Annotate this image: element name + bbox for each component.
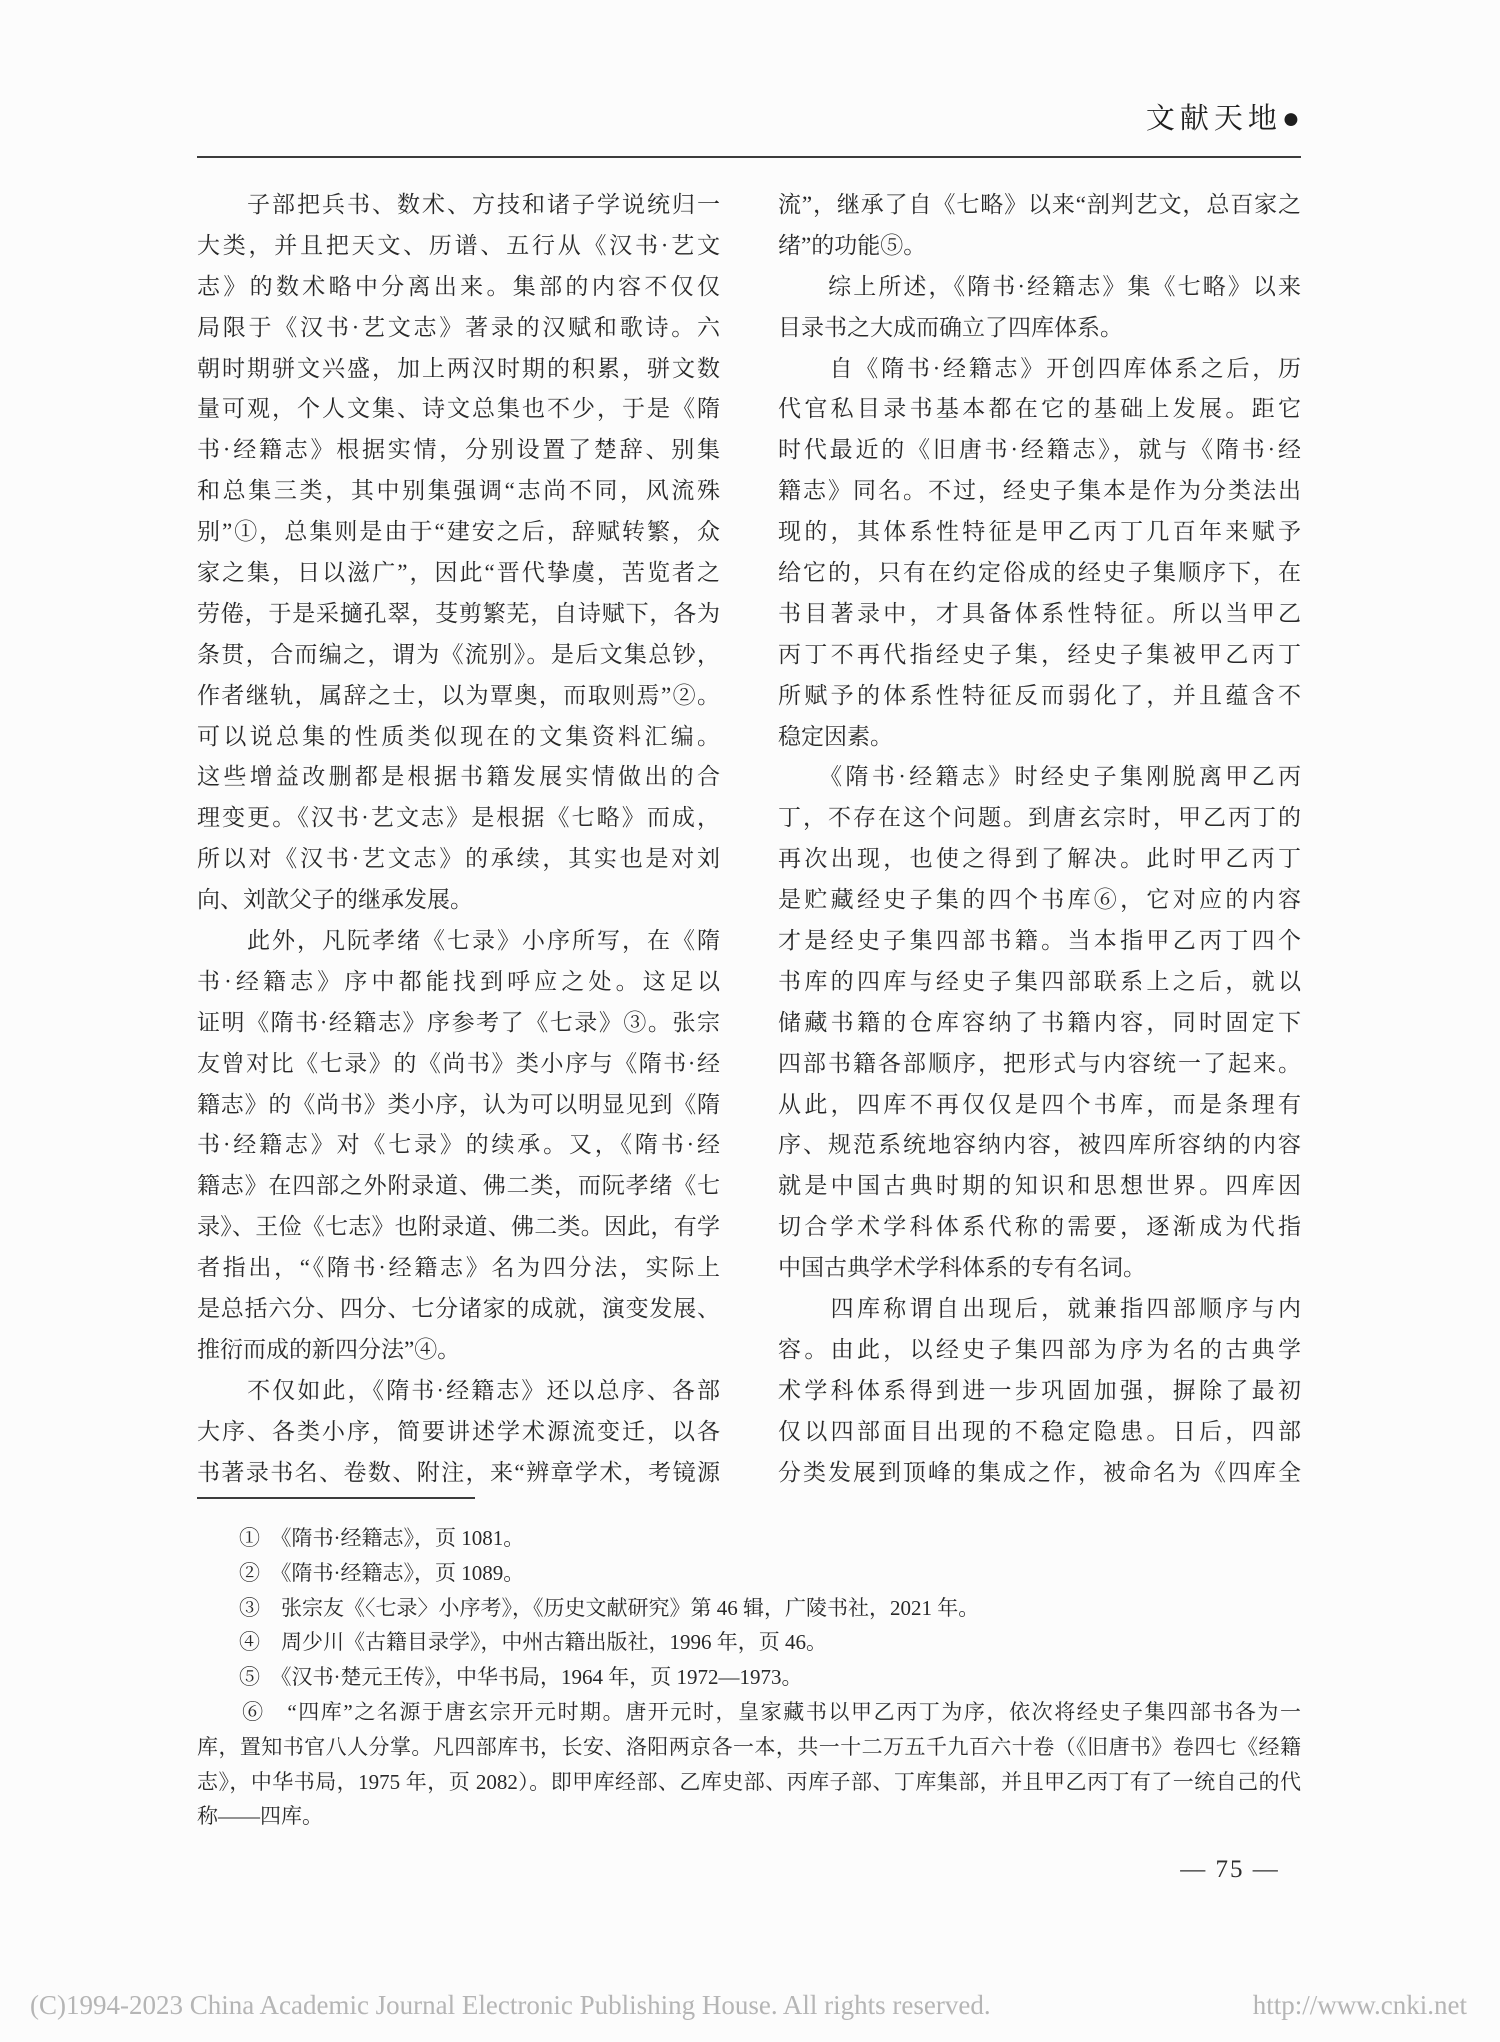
section-title: 文献天地 xyxy=(1145,103,1282,135)
text-line: 友曾对比《七录》的《尚书》类小序与《隋书·经 xyxy=(197,1050,720,1076)
text-line: 推衍而成的新四分法”④。 xyxy=(197,1336,461,1362)
section-bullet-icon: ● xyxy=(1281,102,1300,135)
text-line: 大序、各类小序，简要讲述学术源流变迁，以各 xyxy=(197,1418,720,1444)
text-line: 所赋予的体系性特征反而弱化了，并且蕴含不 xyxy=(778,682,1301,708)
text-line: 书·经籍志》对《七录》的续承。又，《隋书·经 xyxy=(197,1132,720,1158)
text-column-right xyxy=(778,185,1301,1494)
text-line: 丁，不存在这个问题。到唐玄宗时，甲乙丙丁的 xyxy=(778,805,1301,831)
watermark-text: (C)1994-2023 China Academic Journal Electronic Publishing House. All rights reserved. xyxy=(30,1990,991,2020)
text-line: 证明《隋书·经籍志》序参考了《七录》③。张宗 xyxy=(197,1009,720,1035)
text-line: 时代最近的《旧唐书·经籍志》，就与《隋书·经 xyxy=(778,437,1301,463)
text-line: 子部把兵书、数术、方技和诸子学说统归一 xyxy=(197,192,720,217)
text-line: 再次出现，也使之得到了解决。此时甲乙丙丁 xyxy=(778,846,1301,872)
text-line: 目录书之大成而确立了四库体系。 xyxy=(778,314,1123,340)
text-line: 序、规范系统地容纳内容，被四库所容纳的内容 xyxy=(778,1132,1301,1158)
text-line: 从此，四库不再仅仅是四个书库，而是条理有 xyxy=(778,1091,1301,1117)
text-line: 分类发展到顶峰的集成之作，被命名为《四库全 xyxy=(778,1459,1301,1485)
text-line: 这些增益改删都是根据书籍发展实情做出的合 xyxy=(197,764,720,790)
text-line: 条贯，合而编之，谓为《流别》。是后文集总钞， xyxy=(197,641,720,667)
text-line: 家之集，日以滋广”，因此“晋代挚虞，苦览者之 xyxy=(197,560,720,586)
text-line: 向、刘歆父子的继承发展。 xyxy=(197,887,473,913)
text-line: 别”①，总集则是由于“建安之后，辞赋转繁，众 xyxy=(197,519,720,545)
text-line: 才是经史子集四部书籍。当本指甲乙丙丁四个 xyxy=(778,928,1301,954)
header-rule xyxy=(197,156,1301,158)
text-line: 志》，中华书局，1975 年，页 2082）。即甲库经部、乙库史部、丙库子部、丁库集部，并且甲乙丙丁有了一统自己的代 xyxy=(197,1769,1301,1794)
text-line: 稳定因素。 xyxy=(778,723,893,749)
text-line: 容。由此，以经史子集四部为序为名的古典学 xyxy=(778,1336,1301,1362)
text-line: 籍志》的《尚书》类小序，认为可以明显见到《隋 xyxy=(197,1091,720,1117)
text-line: ① 《隋书·经籍志》，页 1081。 xyxy=(197,1526,525,1550)
text-line: 库，置知书官八人分掌。凡四部库书，长安、洛阳两京各一本，共一十二万五千九百六十卷（《旧唐书》卷四七《经籍 xyxy=(197,1734,1301,1759)
text-line: 朝时期骈文兴盛，加上两汉时期的积累，骈文数 xyxy=(197,355,720,381)
text-line: 书·经籍志》根据实情，分别设置了楚辞、别集 xyxy=(197,437,720,463)
text-line: 局限于《汉书·艺文志》著录的汉赋和歌诗。六 xyxy=(197,314,720,340)
text-line: 所以对《汉书·艺文志》的承续，其实也是对刘 xyxy=(197,846,720,872)
text-line: 自《隋书·经籍志》开创四库体系之后，历 xyxy=(778,355,1301,381)
text-line: 切合学术学科体系代称的需要，逐渐成为代指 xyxy=(778,1214,1301,1240)
text-line: 丙丁不再代指经史子集，经史子集被甲乙丙丁 xyxy=(778,641,1301,667)
text-line: 储藏书籍的仓库容纳了书籍内容，同时固定下 xyxy=(778,1009,1301,1035)
text-line: 术学科体系得到进一步巩固加强，摒除了最初 xyxy=(778,1377,1301,1403)
text-line: 可以说总集的性质类似现在的文集资料汇编。 xyxy=(197,723,720,749)
copyright-watermark xyxy=(30,1990,1467,2021)
text-line: 和总集三类，其中别集强调“志尚不同，风流殊 xyxy=(197,478,720,504)
text-line: 中国古典学术学科体系的专有名词。 xyxy=(778,1255,1146,1281)
text-line: 此外，凡阮孝绪《七录》小序所写，在《隋 xyxy=(197,928,720,954)
text-line: 录》、王俭《七志》也附录道、佛二类。因此，有学 xyxy=(197,1214,720,1240)
text-line: 志》的数术略中分离出来。集部的内容不仅仅 xyxy=(197,273,720,299)
page-number: — 75 — xyxy=(1180,1856,1280,1883)
text-line: 代官私目录书基本都在它的基础上发展。距它 xyxy=(778,396,1301,422)
text-line: 书著录书名、卷数、附注，来“辨章学术，考镜源 xyxy=(197,1459,720,1485)
text-line: 四库称谓自出现后，就兼指四部顺序与内 xyxy=(778,1296,1301,1322)
text-line: 籍志》在四部之外附录道、佛二类，而阮孝绪《七 xyxy=(197,1173,720,1199)
text-line: 称——四库。 xyxy=(197,1804,323,1829)
text-line: 就是中国古典时期的知识和思想世界。四库因 xyxy=(778,1173,1301,1199)
text-line: 理变更。《汉书·艺文志》是根据《七略》而成， xyxy=(197,805,720,831)
text-line: 不仅如此，《隋书·经籍志》还以总序、各部 xyxy=(197,1377,720,1403)
text-line: 绪”的功能⑤。 xyxy=(778,232,927,258)
text-line: ② 《隋书·经籍志》，页 1089。 xyxy=(197,1560,525,1585)
text-column-left xyxy=(197,185,720,1494)
text-line: 四部书籍各部顺序，把形式与内容统一了起来。 xyxy=(778,1050,1301,1076)
text-line: 是贮藏经史子集的四个书库⑥，它对应的内容 xyxy=(778,887,1301,913)
text-line: 书库的四库与经史子集四部联系上之后，就以 xyxy=(778,968,1301,994)
text-line: 现的，其体系性特征是甲乙丙丁几百年来赋予 xyxy=(778,519,1301,545)
text-line: 综上所述，《隋书·经籍志》集《七略》以来 xyxy=(778,273,1301,299)
text-line: ⑤ 《汉书·楚元王传》，中华书局，1964 年，页 1972—1973。 xyxy=(197,1665,803,1690)
text-line: 量可观，个人文集、诗文总集也不少，于是《隋 xyxy=(197,396,720,422)
text-line: ⑥ “四库”之名源于唐玄宗开元时期。唐开元时，皇家藏书以甲乙丙丁为序，依次将经史子集四部书各为一 xyxy=(197,1699,1301,1724)
text-line: 给它的，只有在约定俗成的经史子集顺序下，在 xyxy=(778,560,1301,586)
text-line: ④ 周少川《古籍目录学》，中州古籍出版社，1996 年，页 46。 xyxy=(197,1630,827,1655)
footnotes-block xyxy=(197,1521,1301,1834)
running-head xyxy=(1146,96,1300,137)
watermark-url: http://www.cnki.net xyxy=(1252,1990,1467,2020)
text-line: 劳倦，于是采擿孔翠，芟剪繁芜，自诗赋下，各为 xyxy=(197,600,720,626)
text-line: 书·经籍志》序中都能找到呼应之处。这足以 xyxy=(197,968,720,994)
text-line: 书目著录中，才具备体系性特征。所以当甲乙 xyxy=(778,600,1301,626)
text-line: 是总括六分、四分、七分诸家的成就，演变发展、 xyxy=(197,1296,720,1322)
text-line: 者指出，“《隋书·经籍志》名为四分法，实际上 xyxy=(197,1255,720,1281)
text-line: 《隋书·经籍志》时经史子集刚脱离甲乙丙 xyxy=(778,764,1301,790)
footnote-divider xyxy=(197,1497,475,1499)
text-line: 流”，继承了自《七略》以来“剖判艺文，总百家之 xyxy=(778,192,1301,217)
text-line: 大类，并且把天文、历谱、五行从《汉书·艺文 xyxy=(197,232,720,258)
text-line: ③ 张宗友《〈七录〉小序考》，《历史文献研究》第 46 辑，广陵书社，2021 年。 xyxy=(197,1595,980,1620)
text-line: 籍志》同名。不过，经史子集本是作为分类法出 xyxy=(778,478,1301,504)
text-line: 仅以四部面目出现的不稳定隐患。日后，四部 xyxy=(778,1418,1301,1444)
text-line: 作者继轨，属辞之士，以为覃奥，而取则焉”②。 xyxy=(197,682,720,708)
